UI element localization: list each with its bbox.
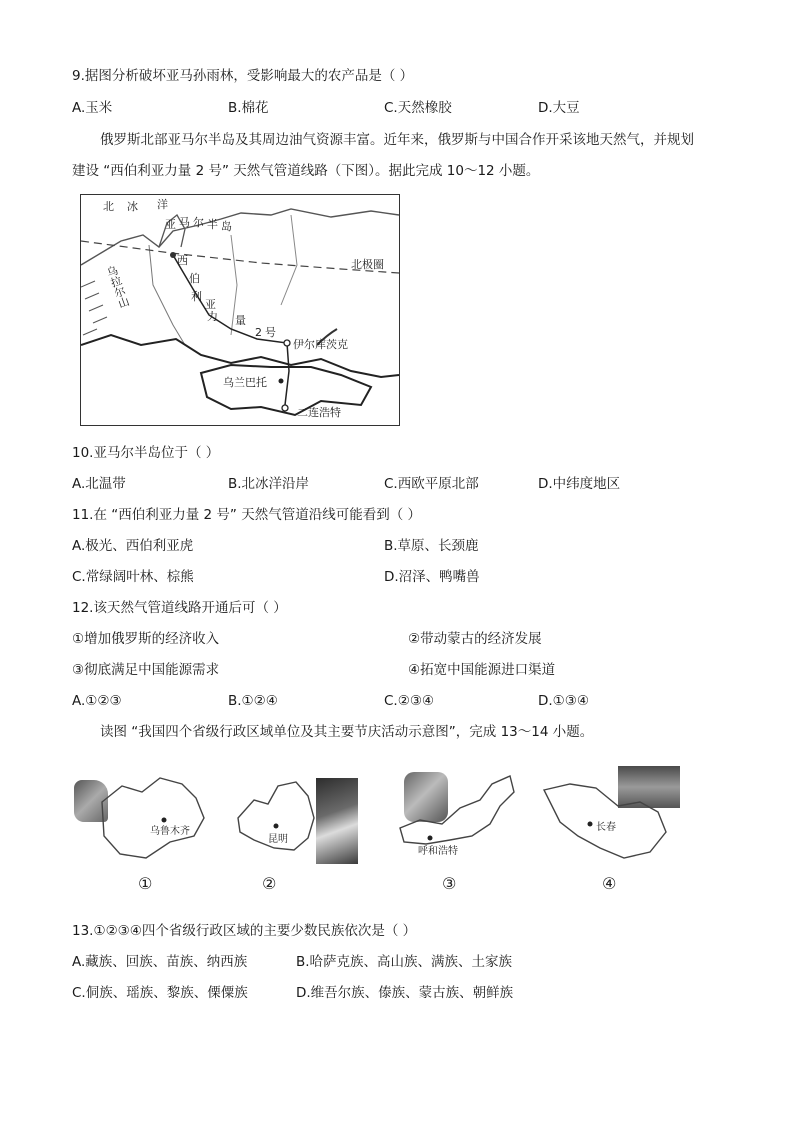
q10-stem: 10.亚马尔半岛位于（ ） — [72, 445, 220, 461]
q13-option-a: A.藏族、回族、苗族、纳西族 — [72, 954, 248, 970]
province-number-4: ④ — [602, 874, 617, 893]
q10-option-a: A.北温带 — [72, 476, 126, 492]
q9-option-c: C.天然橡胶 — [384, 100, 452, 116]
map-label-pipeline-4: 亚 — [205, 298, 216, 311]
province-outline-3 — [390, 762, 540, 902]
q9-stem: 9.据图分析破坏亚马孙雨林，受影响最大的农产品是（ ） — [72, 68, 414, 84]
province-city-1: 乌鲁木齐 — [150, 826, 190, 837]
province-figure-1 — [72, 762, 222, 902]
map-label-ocean-2: 冰 — [127, 200, 138, 213]
q12-option-c: C.②③④ — [384, 693, 435, 709]
map-label-peninsula-3: 尔 — [193, 216, 204, 229]
map-label-irkutsk: 伊尔库茨克 — [293, 338, 348, 351]
q11-stem: 11.在 “西伯利亚力量 2 号” 天然气管道沿线可能看到（ ） — [72, 507, 422, 523]
pipeline-map — [80, 194, 400, 426]
province-city-3: 呼和浩特 — [418, 846, 458, 857]
festival-photo-2 — [316, 778, 358, 864]
map-label-pipeline-7: 2 — [255, 326, 262, 339]
q11-option-c: C.常绿阔叶林、棕熊 — [72, 569, 194, 585]
map-label-peninsula-2: 马 — [179, 216, 190, 229]
q12-option-b: B.①②④ — [228, 693, 278, 709]
q9-option-b: B.棉花 — [228, 100, 269, 116]
q11-option-b: B.草原、长颈鹿 — [384, 538, 479, 554]
q11-option-d: D.沼泽、鸭嘴兽 — [384, 569, 480, 585]
q12-option-a: A.①②③ — [72, 693, 122, 709]
map-label-arctic-circle: 北极圈 — [351, 258, 384, 271]
q9-option-a: A.玉米 — [72, 100, 113, 116]
map-label-peninsula-1: 亚 — [165, 218, 176, 231]
intro-paragraph-line-2: 建设 “西伯利亚力量 2 号” 天然气管道线路（下图）。据此完成 10～12 小题。 — [72, 163, 540, 179]
map-label-ulaanbaatar: 乌兰巴托 — [223, 376, 267, 389]
province-figure-2 — [224, 762, 374, 902]
q13-stem: 13.①②③④四个省级行政区域的主要少数民族依次是（ ） — [72, 923, 417, 939]
intro-paragraph-line-1: 俄罗斯北部亚马尔半岛及其周边油气资源丰富。近年来，俄罗斯与中国合作开采该地天然气，并规划 — [100, 132, 694, 148]
province-city-4: 长春 — [596, 822, 616, 833]
province-figure-4 — [540, 762, 690, 902]
province-number-2: ② — [262, 874, 277, 893]
province-number-1: ① — [138, 874, 153, 893]
map-label-pipeline-6: 量 — [235, 314, 246, 327]
q12-item-2: ②带动蒙古的经济发展 — [408, 631, 542, 647]
map-label-peninsula-5: 岛 — [221, 220, 232, 233]
q10-option-c: C.西欧平原北部 — [384, 476, 479, 492]
map-label-pipeline-8: 号 — [265, 326, 276, 339]
q12-stem: 12.该天然气管道线路开通后可（ ） — [72, 600, 287, 616]
q12-item-3: ③彻底满足中国能源需求 — [72, 662, 220, 678]
pipeline-map-graphic — [81, 195, 399, 425]
q11-option-a: A.极光、西伯利亚虎 — [72, 538, 194, 554]
map-label-pipeline-5: 力 — [207, 310, 218, 323]
q12-option-d: D.①③④ — [538, 693, 589, 709]
map-label-peninsula-4: 半 — [207, 218, 218, 231]
map-label-ocean-1: 北 — [103, 200, 114, 213]
q12-item-4: ④拓宽中国能源进口渠道 — [408, 662, 556, 678]
q10-option-d: D.中纬度地区 — [538, 476, 621, 492]
map-label-pipeline-3: 利 — [191, 290, 202, 303]
q13-option-b: B.哈萨克族、高山族、满族、土家族 — [296, 954, 513, 970]
q13-option-c: C.侗族、瑶族、黎族、傈僳族 — [72, 985, 248, 1001]
map-label-erenhot: 二连浩特 — [297, 406, 341, 419]
province-figure-3 — [390, 762, 540, 902]
map-label-pipeline-1: 西 — [177, 254, 188, 267]
map-label-ocean-3: 洋 — [157, 198, 168, 211]
q9-option-d: D.大豆 — [538, 100, 580, 116]
map-label-ural-mountains: 乌拉尔山 — [103, 263, 132, 310]
intro2-paragraph: 读图 “我国四个省级行政区域单位及其主要节庆活动示意图”，完成 13～14 小题。 — [100, 724, 594, 740]
province-city-2: 昆明 — [268, 834, 288, 845]
province-number-3: ③ — [442, 874, 457, 893]
q10-option-b: B.北冰洋沿岸 — [228, 476, 310, 492]
q13-option-d: D.维吾尔族、傣族、蒙古族、朝鲜族 — [296, 985, 514, 1001]
q12-item-1: ①增加俄罗斯的经济收入 — [72, 631, 220, 647]
map-label-pipeline-2: 伯 — [189, 272, 200, 285]
